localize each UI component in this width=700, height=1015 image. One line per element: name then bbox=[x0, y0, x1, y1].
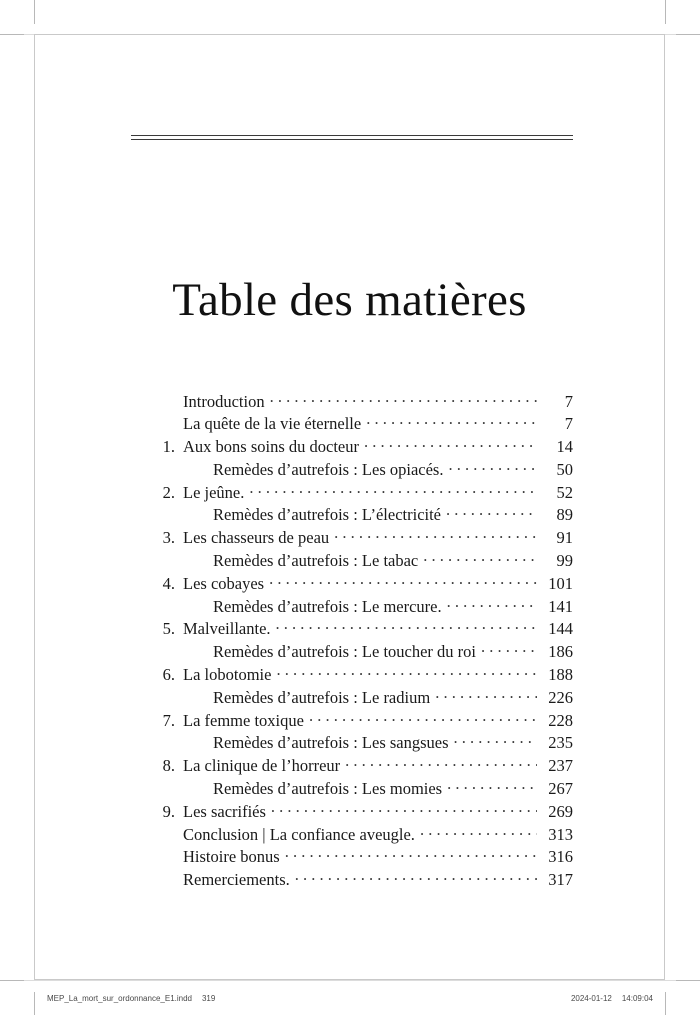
toc-entry[interactable] bbox=[157, 641, 573, 664]
toc-dot-leader bbox=[423, 550, 537, 567]
toc-entry[interactable] bbox=[157, 481, 573, 504]
toc-entry[interactable] bbox=[157, 413, 573, 436]
toc-entry-page-number: 237 bbox=[548, 756, 573, 776]
toc-entry-page-number: 267 bbox=[548, 779, 573, 799]
crop-mark-top-right-vertical bbox=[665, 0, 666, 24]
toc-entry-label: Remèdes d’autrefois : Les opiacés. bbox=[213, 459, 444, 479]
footer-file-info bbox=[47, 994, 215, 1003]
toc-entry[interactable] bbox=[157, 709, 573, 732]
toc-entry-label: Les cobayes bbox=[183, 573, 265, 593]
toc-entry-label: La quête de la vie éternelle bbox=[183, 414, 362, 434]
toc-entry-page-number: 141 bbox=[548, 596, 573, 616]
toc-dot-leader bbox=[249, 481, 537, 498]
toc-entry[interactable] bbox=[157, 664, 573, 687]
toc-dot-leader bbox=[435, 686, 537, 703]
toc-entry[interactable] bbox=[157, 823, 573, 846]
toc-entry[interactable] bbox=[157, 572, 573, 595]
toc-dot-leader bbox=[481, 641, 537, 658]
toc-entry-label: Les sacrifiés bbox=[183, 801, 266, 821]
toc-entry[interactable] bbox=[157, 527, 573, 550]
toc-entry-page-number: 50 bbox=[556, 459, 573, 479]
crop-mark-bottom-right-horizontal bbox=[676, 980, 700, 981]
footer-time: 14:09:04 bbox=[621, 994, 653, 1003]
toc-entry[interactable] bbox=[157, 869, 573, 892]
toc-entry-label: Remèdes d’autrefois : Le tabac bbox=[213, 551, 419, 571]
footer-folio: 319 bbox=[201, 994, 216, 1003]
toc-entry-label: La clinique de l’horreur bbox=[183, 756, 341, 776]
toc-entry-label: Le jeûne. bbox=[183, 482, 245, 502]
toc-dot-leader bbox=[285, 846, 537, 863]
toc-entry-page-number: 317 bbox=[548, 870, 573, 890]
toc-entry-label: La femme toxique bbox=[183, 710, 304, 730]
toc-entry-page-number: 316 bbox=[548, 847, 573, 867]
toc-dot-leader bbox=[420, 823, 537, 840]
toc-entry-page-number: 269 bbox=[548, 801, 573, 821]
toc-entry[interactable] bbox=[157, 595, 573, 618]
toc-entry-number: 9. bbox=[162, 801, 175, 821]
imposition-footer bbox=[0, 994, 700, 1012]
toc-entry[interactable] bbox=[157, 755, 573, 778]
toc-entry-label: Histoire bonus bbox=[183, 847, 280, 867]
toc-entry[interactable] bbox=[157, 778, 573, 801]
toc-entry-page-number: 235 bbox=[548, 733, 573, 753]
toc-entry-label: Conclusion | La confiance aveugle. bbox=[183, 824, 415, 844]
toc-entry-page-number: 228 bbox=[548, 710, 573, 730]
title-double-rule bbox=[131, 135, 573, 140]
toc-entry-number: 4. bbox=[162, 573, 175, 593]
toc-entry-page-number: 313 bbox=[548, 824, 573, 844]
toc-dot-leader bbox=[309, 709, 537, 726]
toc-entry-label: Remèdes d’autrefois : Les momies bbox=[213, 779, 443, 799]
page-content bbox=[34, 34, 665, 980]
toc-entry-page-number: 99 bbox=[556, 551, 573, 571]
crop-mark-top-right-horizontal bbox=[676, 34, 700, 35]
toc-dot-leader bbox=[334, 527, 537, 544]
toc-entry-number: 1. bbox=[162, 437, 175, 457]
toc-dot-leader bbox=[364, 436, 537, 453]
footer-timestamp bbox=[571, 994, 653, 1003]
toc-entry-page-number: 91 bbox=[556, 528, 573, 548]
toc-entry-number: 3. bbox=[162, 528, 175, 548]
toc-dot-leader bbox=[269, 572, 537, 589]
toc-dot-leader bbox=[271, 800, 537, 817]
toc-entry-page-number: 186 bbox=[548, 642, 573, 662]
toc-entry-page-number: 144 bbox=[548, 619, 573, 639]
toc-entry-number: 6. bbox=[162, 665, 175, 685]
toc-entry-page-number: 89 bbox=[556, 505, 573, 525]
toc-entry[interactable] bbox=[157, 504, 573, 527]
toc-entry-page-number: 14 bbox=[556, 437, 573, 457]
toc-entry-label: Remèdes d’autrefois : L’électricité bbox=[213, 505, 442, 525]
toc-entry-label: Remerciements. bbox=[183, 870, 290, 890]
toc-entry[interactable] bbox=[157, 458, 573, 481]
trim-guide-bottom bbox=[0, 980, 700, 981]
toc-entry-number: 5. bbox=[162, 619, 175, 639]
toc-dot-leader bbox=[270, 390, 537, 407]
toc-entry-page-number: 7 bbox=[564, 414, 573, 434]
toc-entry-label: Malveillante. bbox=[183, 619, 271, 639]
toc-dot-leader bbox=[276, 618, 537, 635]
toc-entry[interactable] bbox=[157, 618, 573, 641]
toc-entry-label: Remèdes d’autrefois : Le radium bbox=[213, 687, 431, 707]
toc-dot-leader bbox=[295, 869, 537, 886]
toc-dot-leader bbox=[447, 778, 537, 795]
toc-dot-leader bbox=[366, 413, 537, 430]
toc-entry[interactable] bbox=[157, 846, 573, 869]
toc-entry[interactable] bbox=[157, 732, 573, 755]
toc-entry-label: La lobotomie bbox=[183, 665, 272, 685]
toc-dot-leader bbox=[446, 504, 537, 521]
toc-entry-label: Introduction bbox=[183, 391, 265, 411]
toc-entry-page-number: 52 bbox=[556, 482, 573, 502]
crop-mark-top-left-vertical bbox=[34, 0, 35, 24]
toc-entry-number: 2. bbox=[162, 482, 175, 502]
toc-entry-label: Remèdes d’autrefois : Le mercure. bbox=[213, 596, 442, 616]
toc-entry[interactable] bbox=[157, 390, 573, 413]
toc-dot-leader bbox=[345, 755, 537, 772]
page-title: Table des matières bbox=[172, 274, 527, 327]
toc-entry-label: Aux bons soins du docteur bbox=[183, 437, 359, 457]
toc-entry-label: Remèdes d’autrefois : Le toucher du roi bbox=[213, 642, 476, 662]
toc-dot-leader bbox=[448, 458, 537, 475]
crop-mark-top-left-horizontal bbox=[0, 34, 24, 35]
toc-entry[interactable] bbox=[157, 686, 573, 709]
toc-entry-page-number: 101 bbox=[548, 573, 573, 593]
toc-dot-leader bbox=[447, 595, 537, 612]
toc-dot-leader bbox=[276, 664, 537, 681]
toc-entry-label: Remèdes d’autrefois : Les sangsues bbox=[213, 733, 449, 753]
toc-dot-leader bbox=[454, 732, 537, 749]
toc-entry[interactable] bbox=[157, 436, 573, 459]
crop-mark-bottom-left-horizontal bbox=[0, 980, 24, 981]
toc-entry[interactable] bbox=[157, 550, 573, 573]
toc-entry[interactable] bbox=[157, 800, 573, 823]
footer-file-name: MEP_La_mort_sur_ordonnance_E1.indd bbox=[47, 994, 192, 1003]
toc-entry-page-number: 188 bbox=[548, 665, 573, 685]
toc-entry-page-number: 226 bbox=[548, 687, 573, 707]
toc-entry-number: 7. bbox=[162, 710, 175, 730]
table-of-contents bbox=[157, 390, 573, 892]
footer-date: 2024-01-12 bbox=[570, 994, 612, 1003]
toc-entry-page-number: 7 bbox=[564, 391, 573, 411]
toc-entry-label: Les chasseurs de peau bbox=[183, 528, 330, 548]
toc-entry-number: 8. bbox=[162, 756, 175, 776]
